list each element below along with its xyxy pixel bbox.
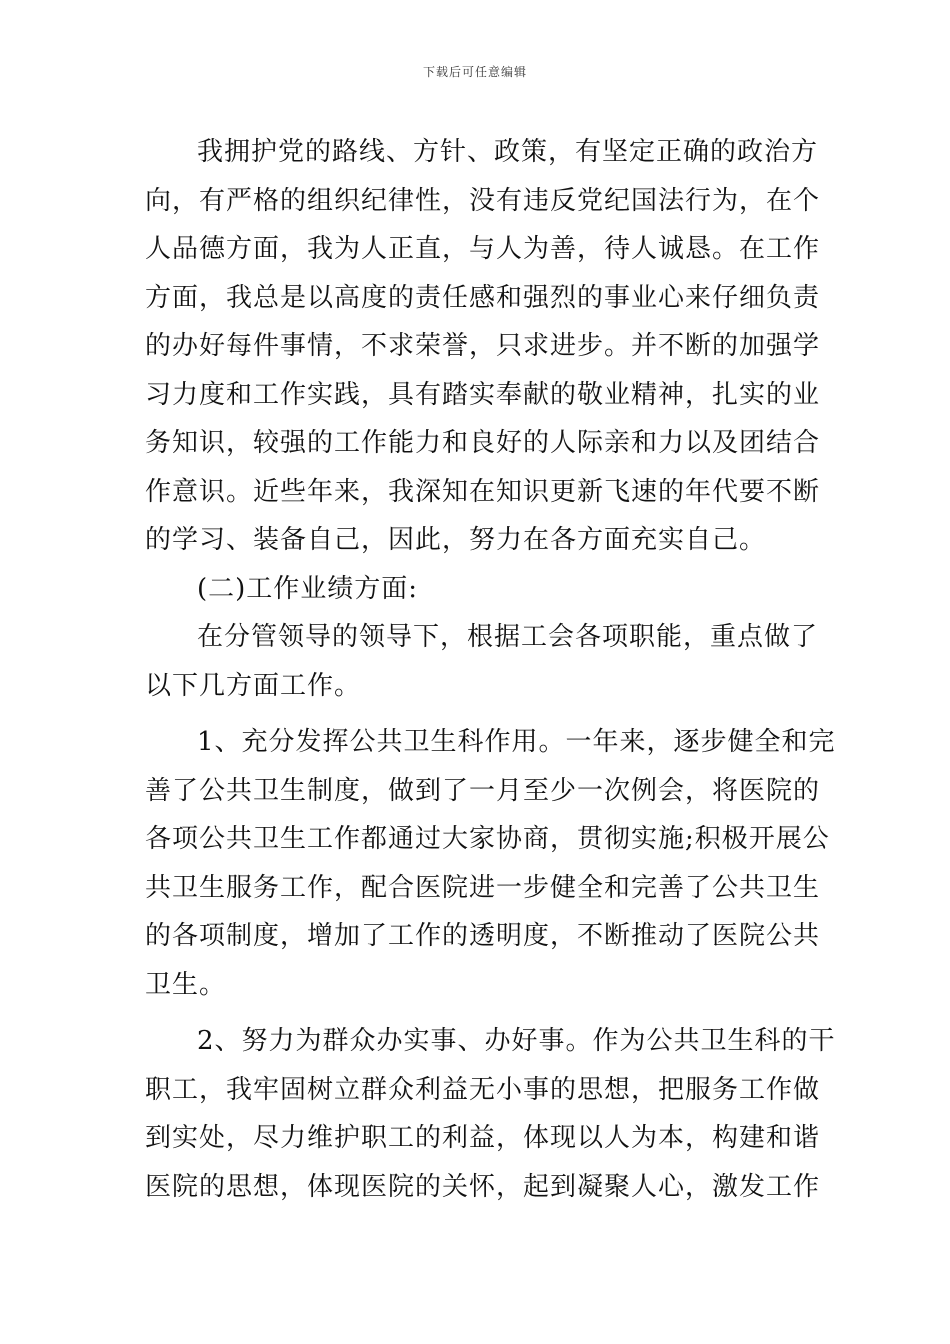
paragraph-line: 2、努力为群众办实事、办好事。作为公共卫生科的干: [197, 1026, 836, 1056]
document-body: [145, 128, 836, 1211]
paragraph-line: 作意识。近些年来，我深知在知识更新飞速的年代要不断: [145, 476, 821, 507]
page-header: 下载后可任意编辑: [422, 65, 527, 79]
paragraph-line: 职工，我牢固树立群众利益无小事的思想，把服务工作做: [145, 1074, 821, 1105]
paragraph-line: 方面，我总是以高度的责任感和强烈的事业心来仔细负责: [145, 282, 821, 313]
paragraph-line: 1、充分发挥公共卫生科作用。一年来，逐步健全和完: [197, 727, 836, 757]
paragraph-line: 到实处，尽力维护职工的利益，体现以人为本，构建和谐: [145, 1123, 821, 1153]
paragraph-line: 的办好每件事情，不求荣誉，只求进步。并不断的加强学: [145, 331, 821, 361]
paragraph-line: 我拥护党的路线、方针、政策，有坚定正确的政治方: [197, 137, 819, 167]
paragraph-line: 以下几方面工作。: [145, 670, 362, 701]
paragraph-line: 习力度和工作实践，具有踏实奉献的敬业精神，扎实的业: [145, 379, 821, 410]
paragraph-line: 人品德方面，我为人正直，与人为善，待人诚恳。在工作: [145, 234, 821, 264]
paragraph-line: 在分管领导的领导下，根据工会各项职能，重点做了: [197, 622, 819, 652]
paragraph-line: 卫生。: [145, 969, 227, 1000]
paragraph-line: 共卫生服务工作，配合医院进一步健全和完善了公共卫生: [145, 872, 821, 903]
paragraph-line: 各项公共卫生工作都通过大家协商，贯彻实施;积极开展公: [145, 824, 830, 854]
paragraph-line: 医院的思想，体现医院的关怀，起到凝聚人心，激发工作: [145, 1171, 821, 1202]
paragraph-line: 的学习、装备自己，因此，努力在各方面充实自己。: [145, 525, 767, 555]
paragraph-line: 善了公共卫生制度，做到了一月至少一次例会，将医院的: [145, 775, 821, 806]
paragraph-line: 的各项制度，增加了工作的透明度，不断推动了医院公共: [145, 921, 821, 951]
paragraph-line: 向，有严格的组织纪律性，没有违反党纪国法行为，在个: [145, 185, 821, 216]
section-heading: (二)工作业绩方面:: [197, 573, 419, 604]
paragraph-line: 务知识，较强的工作能力和良好的人际亲和力以及团结合: [145, 428, 821, 458]
